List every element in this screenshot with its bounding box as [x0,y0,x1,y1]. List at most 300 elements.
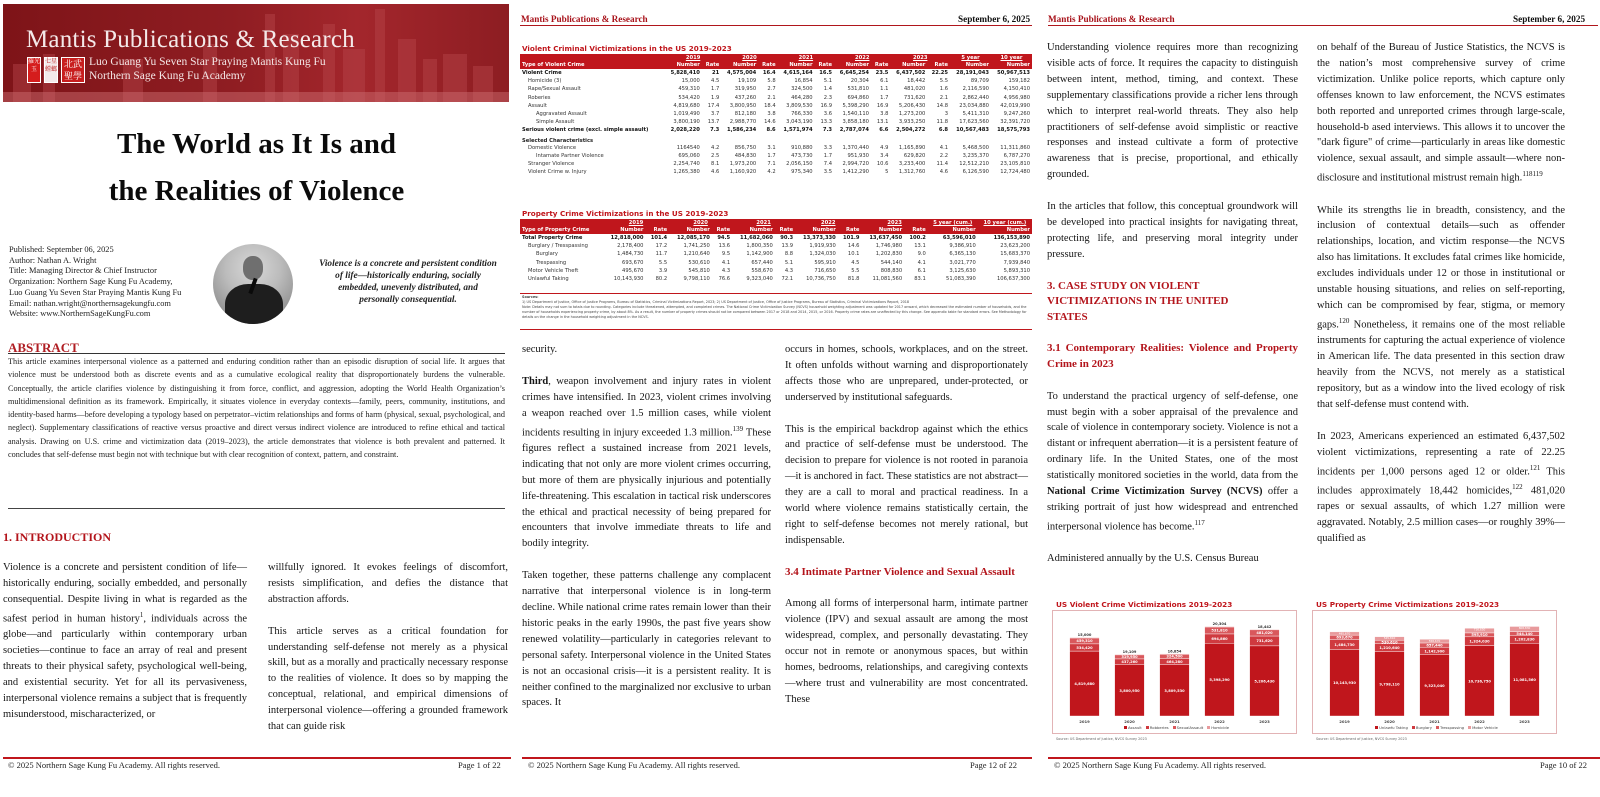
table-cell: 766,330 [791,111,813,118]
year-header: 2023 [890,54,950,62]
table-row [520,144,1032,152]
data-label: 481,020 [1256,631,1273,636]
column-header: Number [991,62,1032,70]
column-header: Type of Property Crime [520,227,603,235]
footnote-ref[interactable]: 121 [1529,463,1541,472]
table-cell: 5,893,310 [1003,267,1030,274]
table-cell: 534,420 [678,94,700,101]
table-cell: 1,540,110 [842,111,869,118]
table-cell: 83.1 [914,276,926,283]
table-row [520,118,1032,126]
bold-lead: Third [522,375,549,387]
abstract-text: This article examines interpersonal violence as a patterned and enduring condition rather than an episodic disruption of social life. It argues that violence must be understood both as discrete events and as a cumulative ecological reality that disproportionately burdens the vulnerable. Conceptually, the article clarifies violence by distinguishing it from force, conflict, and aggression, adopting the World Health Organization’s multidimensional definition as its framework. Empirically, it situates violence in everyday contexts—family, peers, community, institutions, and identity-based harms—before developing a typology based on perpetrator–victim relationships and forms of harm (physical, sexual, psychological, and neglect). Supplementary classifications of reactive versus proactive and direct versus indirect violence are introduced to refine ethical and tactical analysis. Drawing on U.S. crime and victimization data (2019–2023), the article demonstrates that violence is both prevalent and patterned. It concludes that self-defense must begin not with technique but with clear recognition of context, pattern, and constraint. [8,357,505,460]
table-cell: 21 [712,70,720,77]
column-header: Rate [758,62,777,70]
table-cell: 1,412,290 [842,169,869,176]
paragraph-text: These figures reflect a sustained increase from 2021 levels, indicating that not only are more violent crimes occurring, but more of them are physically injurious and potentially life-threatening. This escalation in tactical risk underscores the ethical and practical necessity of being prepared for encounters that involve immediate threats to life and bodily integrity. [522,427,771,550]
table-cell: 5.5 [851,267,860,274]
table-cell: 1,746,980 [875,243,903,250]
table-cell: 951,930 [847,152,869,159]
table-cell: 10.6 [876,160,889,167]
data-label: 20,304 [1212,621,1227,626]
table-cell: 9.0 [917,251,926,258]
chart-source: Source: US Department of Justice, NVCS Survey 2023 [1056,737,1147,741]
table-year-header-row [520,54,1032,62]
violent-crime-table [520,54,1032,176]
table-cell: 531,810 [847,86,869,93]
text-column-2 [785,342,1028,708]
bar-segment [1160,654,1190,655]
chart-plot [1052,610,1297,734]
table-row [520,250,1032,258]
table-cell: 10,736,750 [806,276,836,283]
table-cell: 4.6 [939,169,949,176]
data-label: 10,736,750 [1468,679,1491,684]
table-cell: 2,787,074 [839,127,869,134]
table-cell: 2,504,272 [896,127,926,134]
table-cell: 22.25 [931,70,949,77]
table-cell: 3,043,190 [786,119,813,126]
table-column-header-row [520,62,1032,70]
column-header: Number [950,62,991,70]
footer-divider [3,757,511,759]
table-cell [758,135,777,144]
column-header: Rate [871,62,890,70]
legend-label: Assault [1127,725,1142,730]
table-row [520,234,1032,242]
x-tick-label: 2019 [1339,719,1350,724]
table-cell: 3.7 [711,111,720,118]
table-cell: 4.5 [851,259,860,266]
table-cell: 2.5 [711,152,720,159]
header-divider [520,25,1032,26]
table-cell: 12,724,480 [1000,169,1030,176]
table-cell: 812,180 [734,111,757,118]
footnote-ref[interactable]: 1 [139,610,144,619]
table-cell: 23,034,880 [959,102,989,109]
table-cell: 15,683,370 [1000,251,1030,258]
table-cell: 4.1 [917,259,926,266]
table-cell: 90.3 [780,235,794,242]
document-title-line-2: the Realities of Violence [108,175,405,207]
table-cell: 7.3 [822,127,833,134]
text-column-2 [1317,40,1565,547]
paragraph-text: To understand the practical urgency of self-defense, one must begin with a sober appraisal of the prevalence and scale of violence in contemporary society. Violence is not a distant or infrequent aberration—it is a persistent feature of ordinary life. In the United States, one of the most statistically monitored societies in the world, data from the [1047,390,1298,482]
x-tick-label: 2021 [1429,719,1440,724]
footnote-ref[interactable]: 118119 [1522,170,1543,179]
table-cell: 4.3 [721,267,731,274]
paragraph-text: This includes approximately 18,442 homicides, [1317,466,1565,497]
table-cell [871,135,890,144]
data-label: 531,810 [1211,628,1228,633]
table-cell: 694,860 [847,94,869,101]
table-row [520,160,1032,168]
row-label: Serious violent crime (excl. simple assault) [522,127,649,134]
table-cell: 1,273,200 [898,111,926,118]
bold-term: National Crime Victimization Survey (NCVS) [1047,486,1263,498]
paragraph-text: Nonetheless, it remains one of the most reliable instruments for capturing the actual experience of violence in American life. The data presented in this section draw heavily from the NCVS, not merely as a statistical repository, but as a window into the lived ecology of risk that self-defense must contend with. [1317,319,1565,410]
table-cell: 15,000 [681,78,700,85]
column-header: Number [978,227,1032,235]
data-label: 545,810 [1383,636,1396,641]
table-cell: 5,206,430 [898,102,926,109]
data-label: 694,860 [1211,636,1228,641]
paragraph: This is the empirical backdrop against which the ethics and practice of self-defense must be understood. The decision to prepare for violence is not rooted in paranoia—it is anchored in fact. These statistics are not abstract—they are a call to moral and practical readiness. In a world where violence remains statistically certain, the right to self-defense becomes not merely rational, but indispensable. [785,423,1028,546]
table-divider [520,329,1032,330]
data-label: 808,830 [1518,625,1531,630]
abstract-heading: ABSTRACT [8,340,79,355]
table-cell: 16.5 [819,70,833,77]
year-header: 2022 [795,219,861,227]
table-row [520,242,1032,250]
table-cell: 5.1 [784,259,794,266]
table-cell: 1,265,380 [673,169,700,176]
table-cell: 17.4 [707,102,720,109]
copyright-footer: © 2025 Northern Sage Kung Fu Academy. All rights reserved. [8,760,220,770]
footnote-ref[interactable]: 120 [1338,316,1350,325]
column-header: Rate [927,62,950,70]
table-cell: 23,105,810 [1000,160,1030,167]
author-photo-head [243,256,263,280]
table-cell: 2.2 [939,152,949,159]
table-cell: 1,165,890 [898,144,926,151]
table-cell: 16.9 [820,102,833,109]
table-cell: 693,670 [622,259,644,266]
table-cell: 6,126,590 [962,169,989,176]
table-cell: 72.1 [781,276,794,283]
table-cell: 2,988,770 [729,119,757,126]
column-header: Number [732,227,775,235]
year-header: 2020 [721,54,777,62]
table-cell: 13,637,450 [869,235,903,242]
column-header: Number [669,227,712,235]
table-cell: 106,637,300 [996,276,1030,283]
column-header: Number [928,227,978,235]
table-cell: 5,828,410 [670,70,700,77]
paragraph-text: While its strengths lie in breadth, consistency, and the inclusion of contextual details—such as offender relationships, location, and victim response—the NCVS also has limitations. It excludes fatal crimes like homicide, excludes individuals under 12 or those in institutional or unstable housing situations, and relies on self-reporting, which can be compromised by fear, stigma, or memory gaps. [1317,204,1565,331]
table-row [520,69,1032,77]
row-label: Unlawful Taking [528,276,569,283]
table-cell: 2.3 [823,94,833,101]
table-cell [702,135,721,144]
table-cell: 2.1 [939,94,949,101]
bar-segment [1070,637,1100,638]
table-cell: 4.1 [721,259,731,266]
data-label: 19,109 [1122,649,1137,654]
section-heading-3-4: 3.4 Intimate Partner Violence and Sexual Assault [785,565,1015,578]
row-label: Total Property Crime [522,235,583,242]
data-label: 693,670 [1336,635,1353,640]
table-cell: 1.7 [711,86,720,93]
table-cell [778,135,815,144]
data-label: 437,260 [1121,660,1138,665]
data-label: 1,484,730 [1334,642,1355,647]
table-cell: 5.1 [823,78,833,85]
table-cell: 1,160,920 [729,169,757,176]
table-cell: 1,741,250 [683,243,710,250]
bar-segment [1115,654,1145,655]
legend-swatch [1173,726,1176,729]
table-cell: 11,081,560 [872,276,903,283]
row-label: Burglary / Tresspassing [528,243,588,250]
table-cell: 8.1 [711,160,720,167]
table-cell: 1.6 [939,86,949,93]
table-cell: 731,620 [903,94,926,101]
table-cell: 89,709 [970,78,989,85]
table-cell: 1,370,440 [842,144,869,151]
table-cell: 13,373,330 [802,235,836,242]
table-cell [950,135,991,144]
table-cell: 101.4 [650,235,668,242]
running-header-date: September 6, 2025 [958,14,1031,24]
table-cell: 1,571,974 [783,127,813,134]
table-cell: 3.3 [823,144,833,151]
table-cell: 2,254,740 [673,160,700,167]
table-cell: 3.6 [823,111,833,118]
table-cell: 2,862,440 [962,94,989,101]
table-cell: 473,730 [791,152,813,159]
table-cell: 1.4 [823,86,833,93]
legend-swatch [1468,726,1471,729]
row-label: Simple Assault [536,119,575,126]
data-label: 1,210,640 [1379,646,1400,651]
table-row [520,152,1032,160]
column-header: Number [721,62,758,70]
property-crime-chart [1312,598,1557,748]
year-header: 5 year [950,54,991,62]
data-label: 558,670 [1428,638,1441,643]
table-cell: 10.1 [847,251,860,258]
page-1 [0,0,513,797]
table-cell: 1,919,930 [809,243,836,250]
table-cell: 495,670 [622,267,644,274]
paragraph: occurs in homes, schools, workplaces, and on the street. It often unfolds without warning and disproportionately affects those who are unprepared, under-protected, or underserved by institutional safeguards. [785,344,1028,403]
year-header: 2019 [603,219,669,227]
table-cell: 4,150,410 [1003,86,1030,93]
table-cell: 11,682,060 [739,235,773,242]
column-header: Type of Violent Crime [520,62,665,70]
section-heading-3-1: 3.1 Contemporary Realities: Violence and Property Crime in 2023 [1047,341,1298,370]
table-cell: 16,854 [794,78,813,85]
text-column-1 [522,342,771,711]
bar-segment [1250,629,1280,630]
table-cell: 136,153,890 [993,235,1030,242]
table-cell: 3,233,400 [898,160,926,167]
chart-title: US Property Crime Victimizations 2019-2023 [1316,600,1500,609]
row-label: Rape/Sexual Assault [528,86,581,93]
x-tick-label: 2019 [1079,719,1090,724]
banner-subtitle-1: Luo Guang Yu Seven Star Praying Mantis Kung Fu [89,56,326,68]
footnote-ref[interactable]: 139 [732,424,744,433]
table-cell: 8.8 [784,251,794,258]
paragraph: Among all forms of interpersonal harm, intimate partner violence (IPV) and sexual assault are among the most widespread, complex, and personally devastating. They occur not in remote or anonymous spaces, but within homes, bedrooms, relationships, and caregiving contexts—where trust and vulnerability are most concentrated. These [785,598,1028,705]
legend-swatch [1375,726,1378,729]
data-label: 716,650 [1473,627,1486,632]
year-header: 10 year [991,54,1032,62]
table-cell: 63,596,010 [942,235,976,242]
table-cell: 3,800,950 [729,102,757,109]
row-label: Stranger Violence [528,160,575,167]
table-cell: 18,442 [907,78,926,85]
x-tick-label: 2020 [1124,719,1135,724]
data-label: 495,670 [1338,631,1351,636]
data-label: 4,819,680 [1074,682,1095,687]
table-cell: 2,056,150 [786,160,813,167]
paragraph [1317,429,1565,547]
table-cell: 3.5 [823,169,833,176]
table-cell: 9,798,110 [683,276,710,283]
year-header: 2022 [834,54,890,62]
academy-logo: 北武聖學 [61,57,85,83]
row-label: Trespassing [536,259,567,266]
text-column-1 [1047,40,1298,567]
row-label: Burglary [536,251,559,258]
table-cell: 1,202,830 [875,251,903,258]
author-title: Title: Managing Director & Chief Instructor [9,266,157,276]
table-cell [721,135,758,144]
row-label: Aggravated Assault [536,111,587,118]
table-cell: 558,670 [751,267,773,274]
table-cell: 1.7 [880,94,889,101]
table-cell: 545,810 [688,267,710,274]
table-cell: 5 [885,169,889,176]
chart-title: US Violent Crime Victimizations 2019-2023 [1056,600,1233,609]
legend-swatch [1412,726,1415,729]
sources-label: Sources: [522,295,539,299]
violent-table-title: Violent Criminal Victimizations in the US 2019-2023 [522,44,732,53]
page-number: Page 12 of 22 [970,760,1017,770]
legend-swatch [1436,726,1439,729]
running-header-date: September 6, 2025 [1513,14,1586,24]
website-link[interactable]: Website: www.NorthernSageKungFu.com [9,309,151,319]
column-header: Rate [815,62,834,70]
data-label: 319,950 [1121,655,1138,660]
paragraph: Taken together, these patterns challenge any complacent narrative that interpersonal violence is in long-term decline. While national crime rates remain lower than their historic peaks in the early 1990s, the past five years show renewed volatility—particularly in categories relevant to personal safety. Interpersonal violence in the United States is not an occasional crisis—it is a persistent reality. It is neither confined to the marginalized nor exclusive to urban spaces. It [522,570,771,709]
table-cell: 1.7 [767,152,776,159]
row-label: Intamate Partner Violence [536,152,604,159]
table-cell: 629,820 [903,152,926,159]
paragraph [1047,389,1298,536]
table-cell: 23,623,200 [1000,243,1030,250]
year-header: 2021 [732,219,795,227]
data-label: 657,440 [1426,643,1443,648]
legend-label: Robberies [1149,725,1169,730]
table-cell: 4,615,164 [783,70,813,77]
bar-segment [1205,626,1235,627]
table-cell: 18.4 [764,102,776,109]
table-cell: 6.8 [938,127,949,134]
table-cell: 484,830 [734,152,757,159]
property-crime-table [520,219,1032,283]
published-date: Published: September 06, 2025 [9,245,114,254]
year-header: 10 year (cum.) [978,219,1032,227]
legend-label: SexualAssault [1176,725,1204,730]
email-link[interactable]: Email: nathan.wright@northernsagekungfu.com [9,298,171,308]
table-cell: 11.8 [936,119,949,126]
table-cell: 16.9 [876,102,889,109]
table-cell: 10,567,483 [956,127,989,134]
table-row [520,110,1032,118]
paragraph-text: 481,020 rapes or sexual assaults, of which 1.27 million were aggravated. Notably, 2.5 million cases—or roughly 39%—qualified as [1317,485,1566,545]
page-10 [1040,0,1600,797]
x-tick-label: 2023 [1259,719,1270,724]
row-label: Violent Crime [522,70,562,77]
table-cell: 1,312,760 [898,169,926,176]
table-cell: 3,809,530 [786,102,813,109]
table-cell: 530,610 [688,259,710,266]
table-cell: 13.9 [781,243,794,250]
year-header: 2019 [665,54,721,62]
seal-logo-1: 羅光玉 [27,57,41,83]
table-cell [665,135,702,144]
organization: Organization: Northern Sage Kung Fu Academy, [9,277,173,287]
chart-legend [1312,725,1557,730]
table-cell: 716,650 [814,267,836,274]
legend-swatch [1124,726,1127,729]
table-cell: 437,260 [734,94,757,101]
data-label: 464,280 [1166,659,1183,664]
table-cell: 1.9 [711,94,720,101]
table-cell: 11.4 [936,160,949,167]
table-cell: 1,973,200 [729,160,757,167]
table-cell: 2.1 [767,94,776,101]
table-cell: 1,019,490 [673,111,700,118]
table-cell: 50,967,513 [997,70,1030,77]
data-label: 731,620 [1256,639,1273,644]
header-divider [1048,25,1598,26]
table-cell: 6.1 [880,78,889,85]
table-cell: 3,933,250 [898,119,926,126]
legend-label: Homicide [1211,725,1230,730]
property-table-title: Property Crime Victimizations in the US 2019-2023 [522,209,729,218]
organization-2: Luo Guang Yu Seven Star Praying Mantis Kung Fu [9,287,182,297]
table-cell: 4.2 [767,169,776,176]
footnote-ref[interactable]: 117 [1194,518,1205,527]
paragraph: security. [522,344,558,355]
table-cell: 1,484,730 [617,251,644,258]
paragraph-text: In 2023, Americans experienced an estimated 6,437,502 violent victimizations, representing a rate of 22.25 incidents per 1,000 persons aged 12 or older. [1317,430,1565,478]
data-label: 595,910 [1471,633,1488,638]
paragraph-text: Violence is a concrete and persistent condition of life—historically enduring, socially embedded, and personally consequential. Despite living in what is regarded as the safest period in human history [3,562,247,625]
table-cell: 2,994,720 [842,160,869,167]
x-tick-label: 2022 [1474,719,1485,724]
data-label: 530,610 [1381,640,1398,645]
paragraph [1317,203,1565,413]
table-cell: 13.6 [718,243,731,250]
table-cell: 324,500 [791,86,813,93]
table-cell: 3,021,770 [949,259,976,266]
table-cell: 544,140 [880,259,903,266]
data-label: 11,081,560 [1513,678,1536,683]
author-meta [9,245,181,320]
data-label: 534,420 [1076,645,1093,650]
table-cell: 11.7 [655,251,668,258]
table-cell: 3,858,180 [842,119,869,126]
table-cell: 2,028,220 [670,127,700,134]
table-cell: 7.3 [710,127,720,134]
data-label: 9,323,040 [1424,683,1445,688]
table-cell: 4.1 [939,144,949,151]
table-cell: 4.6 [711,169,720,176]
paragraph-text: , individuals across the globe—and particularly within contemporary urban societies—continue to face an array of real and present threats to their physical safety, psychological well-being, and existential security. Yet for all its pervasiveness, interpersonal violence remains a subject that is frequently misunderstood, mischaracterized, or [3,613,247,720]
footnote-ref[interactable]: 122 [1512,482,1523,491]
table-cell: 9,386,910 [949,243,976,250]
table-cell: 657,440 [751,259,773,266]
row-label: Roberies [528,94,551,101]
legend-label: Burglary [1415,725,1432,730]
table-cell [815,135,834,144]
row-label: Violent Crime w. Injury [528,169,587,176]
